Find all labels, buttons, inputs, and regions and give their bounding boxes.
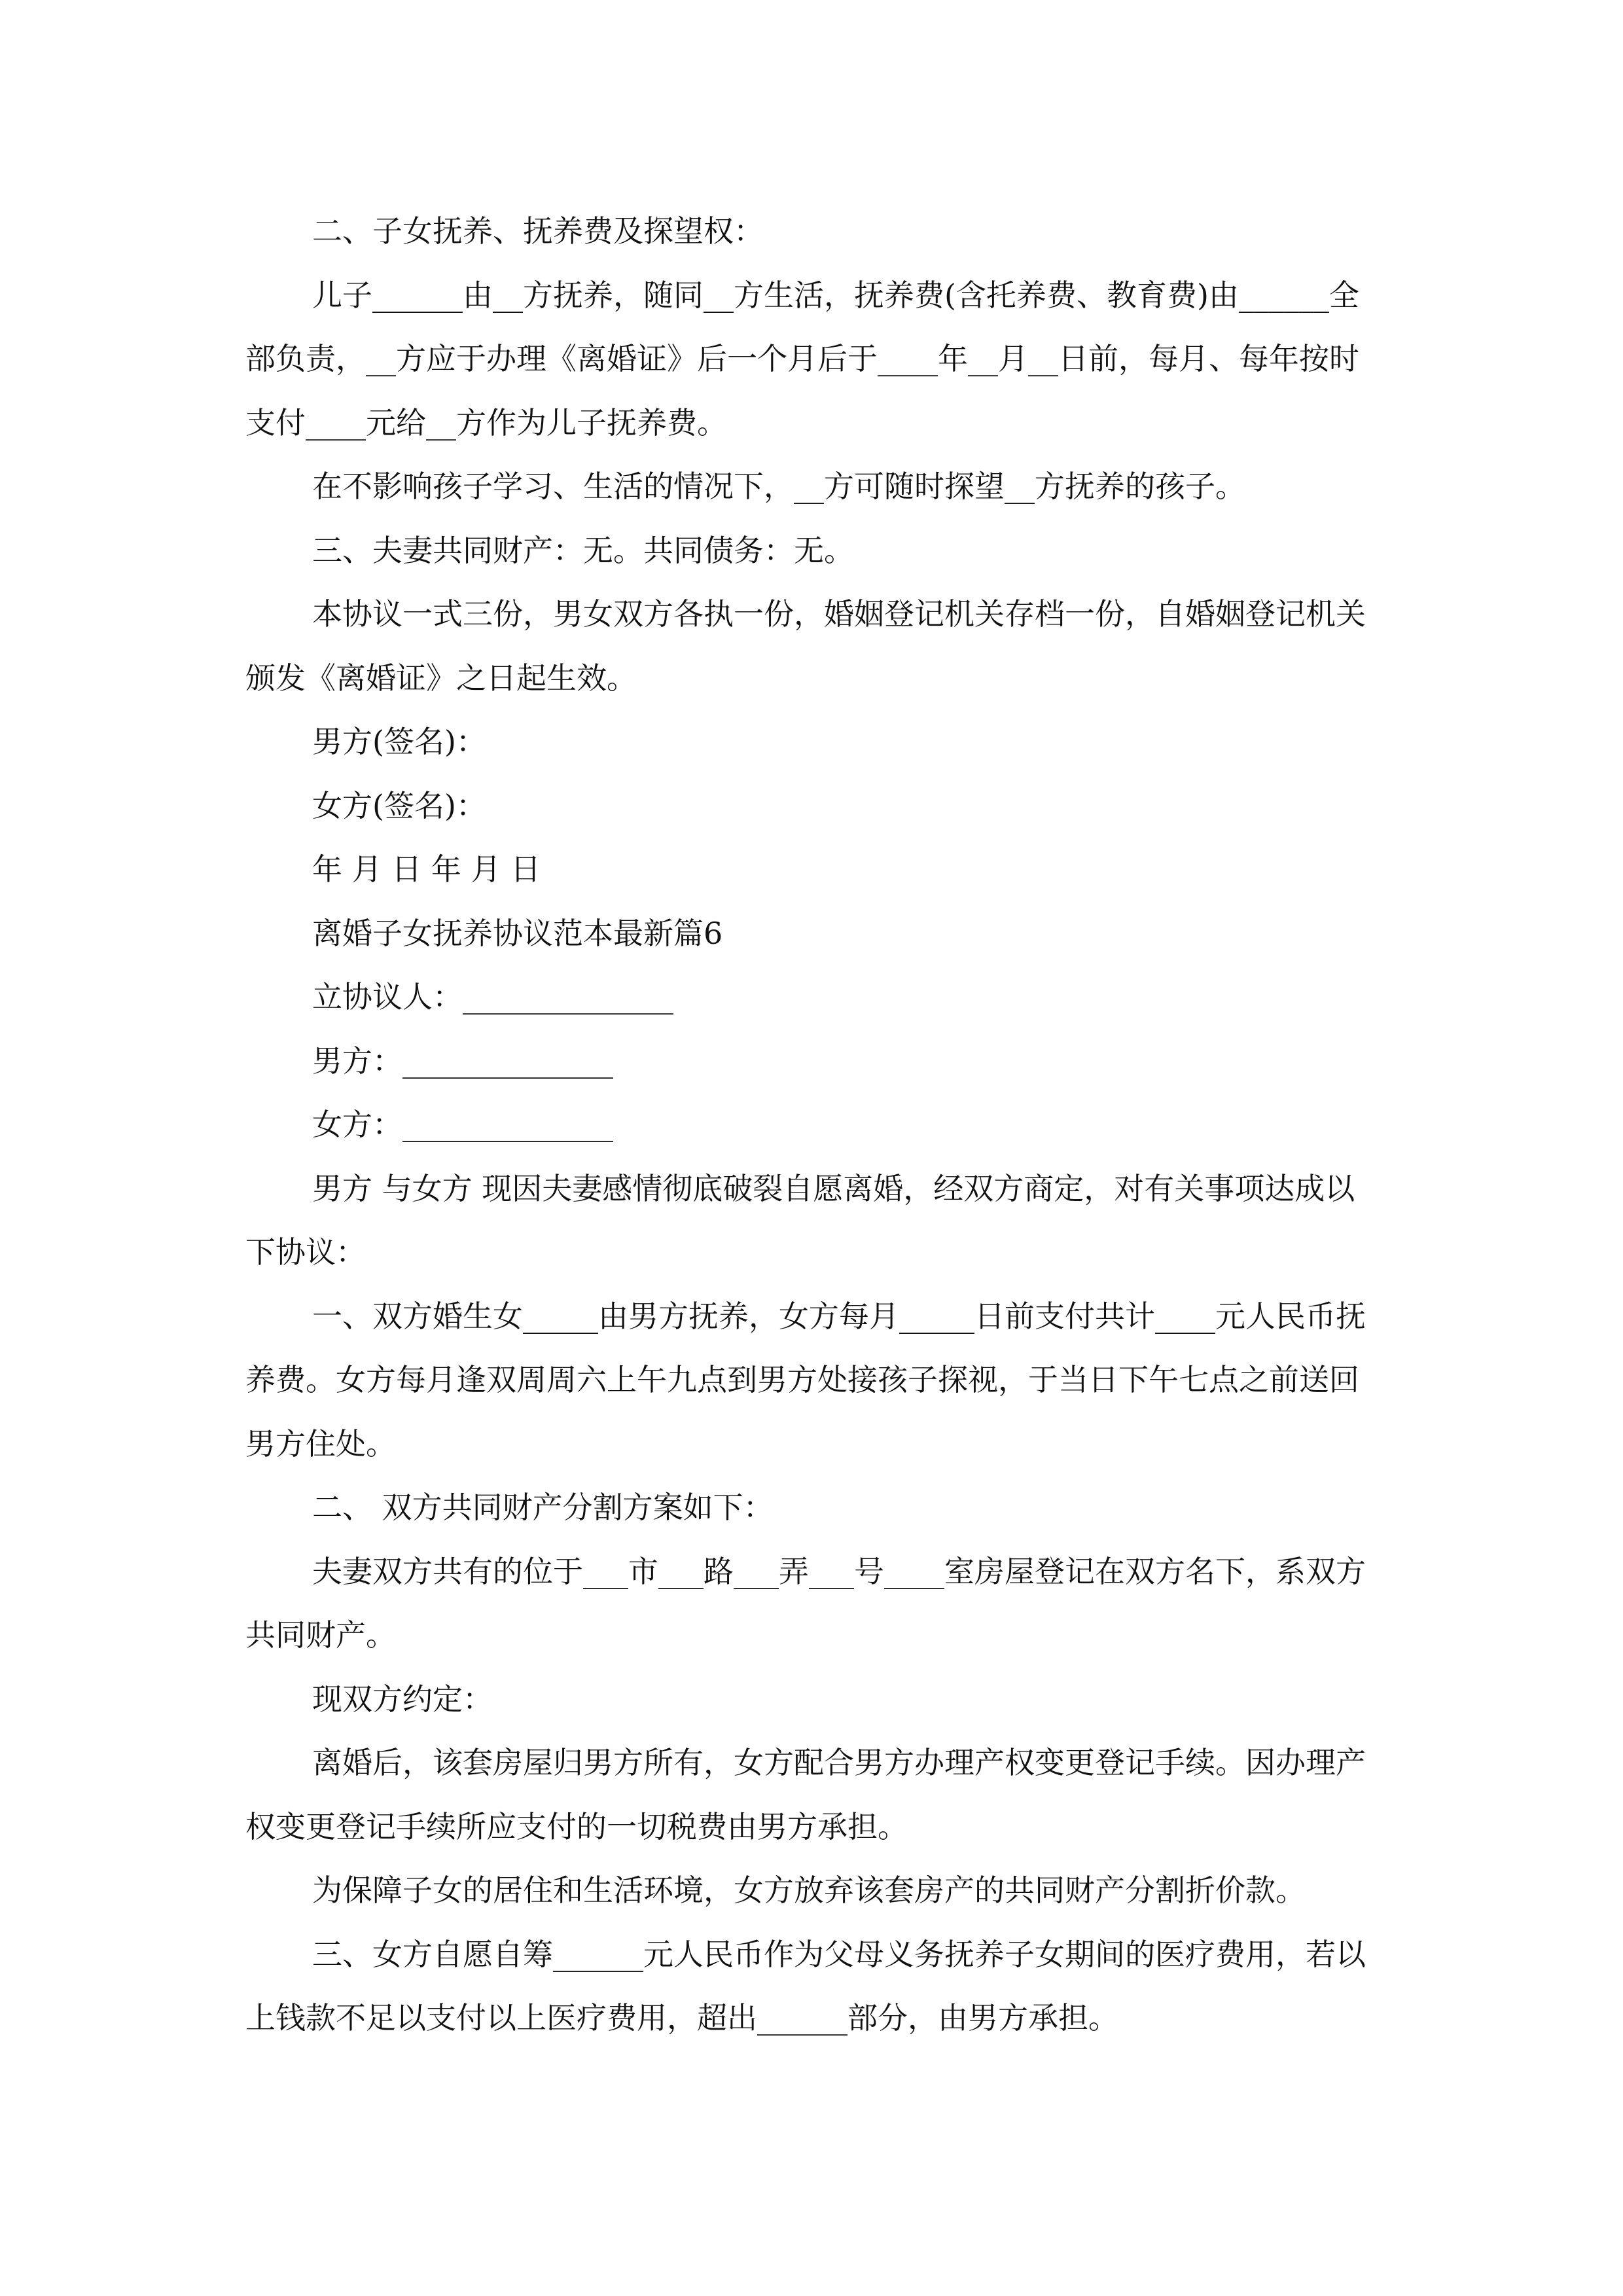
clause-property-division: 二、 双方共同财产分割方案如下： (312, 1490, 774, 1525)
signature-line-man: 男方(签名)： (312, 724, 486, 759)
party-line-man: 男方：______________ (312, 1043, 613, 1079)
paragraph-preamble: 男方 与女方 现因夫妻感情彻底破裂自愿离婚，经双方商定，对有关事项达成以下协议： (245, 1170, 1355, 1270)
section-heading-property: 三、夫妻共同财产：无。共同债务：无。 (312, 532, 854, 568)
paragraph-visitation: 在不影响孩子学习、生活的情况下，__方可随时探望__方抚养的孩子。 (312, 469, 1245, 504)
date-line: 年 月 日 年 月 日 (312, 852, 541, 887)
section-heading-custody: 二、子女抚养、抚养费及探望权： (312, 213, 764, 249)
paragraph-house: 夫妻双方共有的位于___市___路___弄___号____室房屋登记在双方名下，系双方共同财产。 (245, 1553, 1366, 1653)
paragraph-waiver: 为保障子女的居住和生活环境，女方放弃该套房产的共同财产分割折价款。 (312, 1873, 1306, 1908)
agreement-title: 离婚子女抚养协议范本最新篇6 (312, 915, 723, 951)
paragraph-son-custody: 儿子______由__方抚养，随同__方生活，抚养费(含托养费、教育费)由______全部负责，__方应于办理《离婚证》后一个月后于____年__月__日前，每月、每年按时支付____元给__方作为儿子抚养费。 (245, 277, 1359, 440)
signature-line-woman: 女方(签名)： (312, 787, 486, 823)
document-body (245, 200, 1378, 2051)
paragraph-house-ownership: 离婚后，该套房屋归男方所有，女方配合男方办理产权变更登记手续。因办理产权变更登记手续所应支付的一切税费由男方承担。 (245, 1745, 1366, 1844)
paragraph-copies: 本协议一式三份，男女双方各执一份，婚姻登记机关存档一份，自婚姻登记机关颁发《离婚证》之日起生效。 (245, 596, 1366, 696)
clause-daughter-custody: 一、双方婚生女_____由男方抚养，女方每月_____日前支付共计____元人民币抚养费。女方每月逢双周周六上午九点到男方处接孩子探视，于当日下午七点之前送回男方住处。 (245, 1298, 1366, 1462)
paragraph-agreed: 现双方约定： (312, 1681, 493, 1717)
clause-medical-expenses: 三、女方自愿自筹______元人民币作为父母义务抚养子女期间的医疗费用，若以上钱款不足以支付以上医疗费用，超出______部分，由男方承担。 (245, 1936, 1366, 2036)
party-line-woman: 女方：______________ (312, 1107, 613, 1142)
party-line-signatory: 立协议人：______________ (312, 979, 673, 1014)
